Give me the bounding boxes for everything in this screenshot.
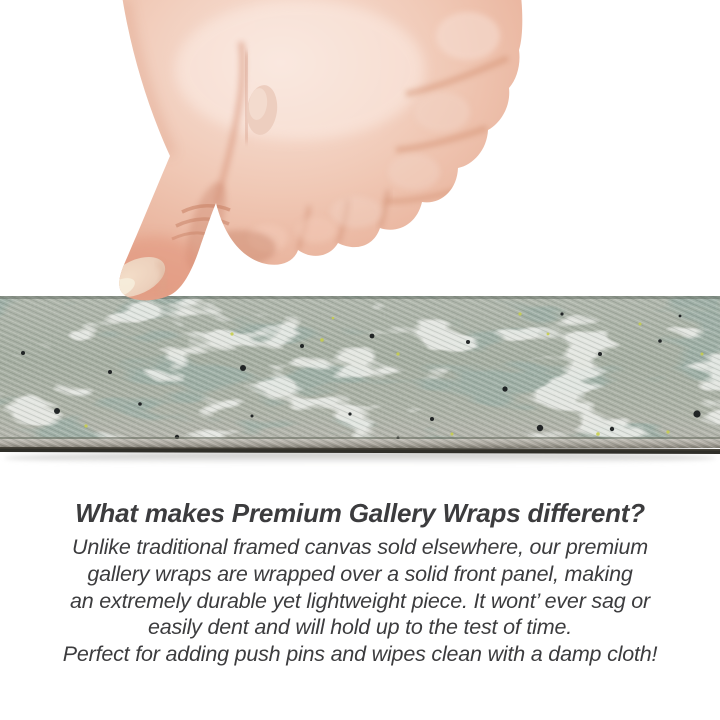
canvas-fold-edge <box>0 437 720 448</box>
canvas-edge-texture <box>0 296 720 458</box>
description-line-3: an extremely durable yet lightweight piece. It wont’ ever sag or <box>70 588 650 613</box>
canvas-edge-photo <box>0 296 720 458</box>
description-heading: What makes Premium Gallery Wraps different? <box>75 498 645 528</box>
description-line-4: easily dent and will hold up to the test of time. <box>147 615 573 640</box>
description-line-1: Unlike traditional framed canvas sold elsewhere, our premium <box>72 535 648 559</box>
fist-thumb-press-illustration <box>0 0 720 310</box>
description-line-5: Perfect for adding push pins and wipes clean with a damp cloth! <box>62 642 658 667</box>
canvas-face <box>0 296 720 440</box>
description-line-2: gallery wraps are wrapped over a solid front panel, making <box>87 561 633 586</box>
description-block <box>0 498 720 668</box>
hand-photo <box>0 0 720 310</box>
